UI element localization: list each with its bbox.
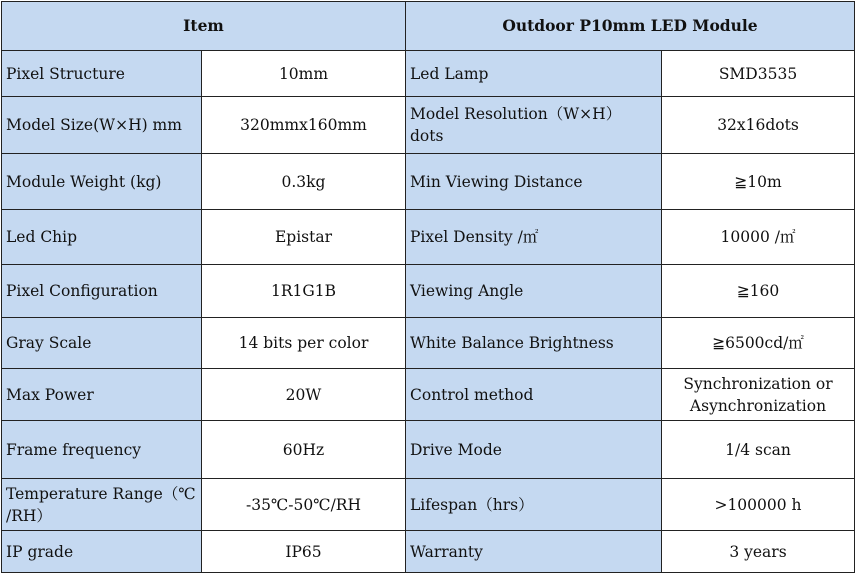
row-label-left: Frame frequency bbox=[2, 421, 202, 479]
row-label-right: Lifespan（hrs） bbox=[406, 479, 662, 531]
row-value-right: 3 years bbox=[662, 531, 855, 573]
row-value-left: Epistar bbox=[202, 210, 406, 265]
table-row bbox=[2, 369, 855, 421]
row-value-left: 0.3kg bbox=[202, 154, 406, 210]
row-value-left: 10mm bbox=[202, 51, 406, 97]
row-value-right: 10000 /㎡ bbox=[662, 210, 855, 265]
row-label-right: Min Viewing Distance bbox=[406, 154, 662, 210]
table-row bbox=[2, 97, 855, 154]
row-value-right: 32x16dots bbox=[662, 97, 855, 154]
row-label-right: Control method bbox=[406, 369, 662, 421]
table-row bbox=[2, 154, 855, 210]
spec-table bbox=[1, 1, 855, 573]
row-label-left: Model Size(W×H) mm bbox=[2, 97, 202, 154]
row-value-left: 20W bbox=[202, 369, 406, 421]
row-label-left: Max Power bbox=[2, 369, 202, 421]
header-item: Item bbox=[2, 2, 406, 51]
row-label-left: Pixel Structure bbox=[2, 51, 202, 97]
row-label-right: White Balance Brightness bbox=[406, 318, 662, 369]
row-label-right: Pixel Density /㎡ bbox=[406, 210, 662, 265]
row-value-left: 14 bits per color bbox=[202, 318, 406, 369]
row-label-right: Drive Mode bbox=[406, 421, 662, 479]
row-value-left: 60Hz bbox=[202, 421, 406, 479]
table-row bbox=[2, 531, 855, 573]
row-value-right: ≧10m bbox=[662, 154, 855, 210]
header-row bbox=[2, 2, 855, 51]
row-label-right: Viewing Angle bbox=[406, 265, 662, 318]
table-row bbox=[2, 265, 855, 318]
row-label-left: Gray Scale bbox=[2, 318, 202, 369]
row-value-left: -35℃-50℃/RH bbox=[202, 479, 406, 531]
row-value-right: ≧6500cd/㎡ bbox=[662, 318, 855, 369]
row-value-left: 320mmx160mm bbox=[202, 97, 406, 154]
row-label-left: IP grade bbox=[2, 531, 202, 573]
table-row bbox=[2, 421, 855, 479]
row-value-right: 1/4 scan bbox=[662, 421, 855, 479]
header-product: Outdoor P10mm LED Module bbox=[406, 2, 855, 51]
row-value-right: ≧160 bbox=[662, 265, 855, 318]
row-label-right: Led Lamp bbox=[406, 51, 662, 97]
row-label-left: Led Chip bbox=[2, 210, 202, 265]
row-label-left: Module Weight (kg) bbox=[2, 154, 202, 210]
row-label-left: Pixel Configuration bbox=[2, 265, 202, 318]
row-value-right: >100000 h bbox=[662, 479, 855, 531]
row-label-right: Model Resolution（W×H） dots bbox=[406, 97, 662, 154]
row-value-right: SMD3535 bbox=[662, 51, 855, 97]
table-row bbox=[2, 318, 855, 369]
row-value-right: Synchronization or Asynchronization bbox=[662, 369, 855, 421]
row-value-left: IP65 bbox=[202, 531, 406, 573]
table-row bbox=[2, 51, 855, 97]
row-label-right: Warranty bbox=[406, 531, 662, 573]
table-row bbox=[2, 479, 855, 531]
row-label-left: Temperature Range（℃ /RH） bbox=[2, 479, 202, 531]
row-value-left: 1R1G1B bbox=[202, 265, 406, 318]
table-row bbox=[2, 210, 855, 265]
